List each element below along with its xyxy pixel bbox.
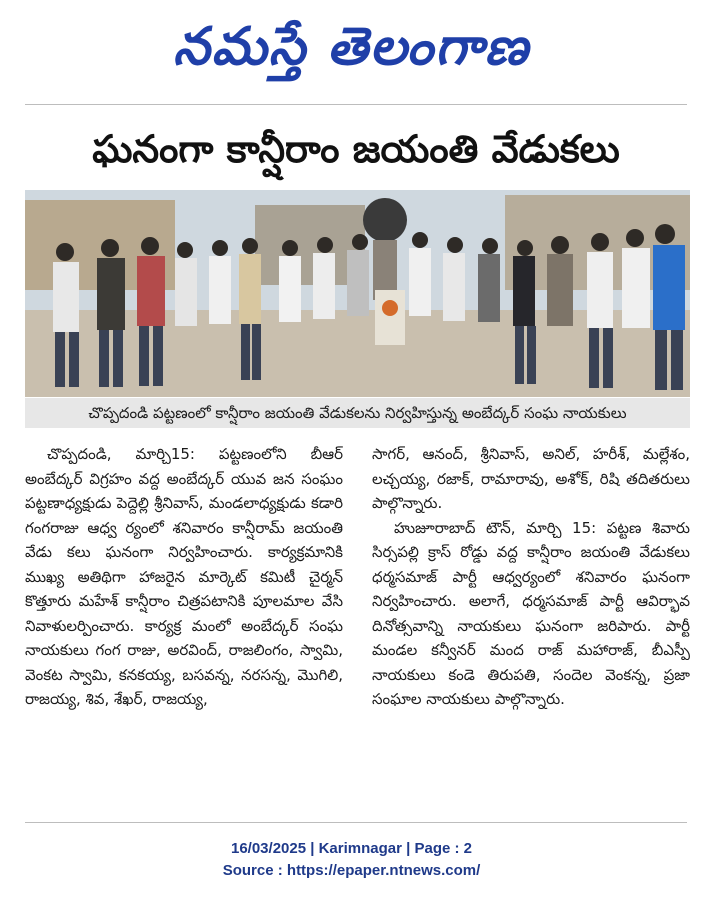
photo-caption: చొప్పదండి పట్టణంలో కాన్షీరాం జయంతి వేడుకలను నిర్వహిస్తున్న అంబేద్కర్ సంఘ నాయకులు [25, 398, 690, 428]
source-footer [0, 838, 703, 882]
article-paragraph: హుజూరాబాద్ టౌన్, మార్చి 15: పట్టణ శివారు సిర్సపల్లి క్రాస్ రోడ్డు వద్ద కాన్షీరాం జయంతి వేడుకలు ధర్మసమాజ్ పార్టీ ఆధ్వర్యంలో శనివారం ఘనంగా నిర్వహించారు. అలాగే, ధర్మసమాజ్ పార్టీ ఆవిర్భావ దినోత్సవాన్ని నాయకులు ఘనంగా జరిపారు. పార్టీ మండల కన్వీనర్ మంద రాజ్ మహారాజ్, బీఎస్పీ నాయకులు కండె తిరుపతి, సందెల వెంకన్న, ప్రజా సంఘాల నాయకులు పాల్గొన్నారు. [372, 518, 690, 708]
article-column-right [372, 442, 690, 712]
newspaper-logo: నమస్తే తెలంగాణ [173, 16, 530, 77]
divider [25, 104, 687, 105]
crowd-photo-illustration [25, 190, 690, 397]
article-paragraph: సాగర్, ఆనంద్, శ్రీనివాస్, అనిల్, హరీశ్, మల్లేశం, లచ్చయ్య, రజాక్, రామారావు, అశోక్, రిషి తదితరులు పాల్గొన్నారు. [372, 445, 690, 512]
source-link[interactable]: Source : https://epaper.ntnews.com/ [222, 862, 481, 879]
divider [25, 822, 687, 823]
masthead [0, 0, 703, 95]
news-photo [25, 190, 690, 397]
edition-info: 16/03/2025 | Karimnagar | Page : 2 [230, 840, 473, 857]
article-column-left [25, 442, 343, 712]
article-headline: ఘనంగా కాన్షీరాం జయంతి వేడుకలు [92, 127, 620, 171]
article-paragraph: చొప్పదండి, మార్చి15: పట్టణంలోని బీఆర్ అంబేద్కర్ విగ్రహం వద్ద అంబేద్కర్ యువ జన సంఘం పట్టణాధ్యక్షుడు పెద్దెల్లి శ్రీనివాస్, మండలాధ్యక్షుడు కడారి గంగరాజు ఆధ్వ ర్యంలో శనివారం కాన్షీరామ్ జయంతి వేడు కలు ఘనంగా నిర్వహించారు. కార్యక్రమానికి ముఖ్య అతిథిగా హాజరైన మార్కెట్ కమిటీ చైర్మన్ కొత్తూరు మహేశ్ కాన్షీరాం చిత్రపటానికి పూలమాల వేసి నివాళులర్పించారు. కార్యక్ర మంలో అంబేద్కర్ సంఘ నాయకులు గంగ రాజు, అరవింద్, రాజలింగం, స్వామి, వెంకట స్వామి, కనకయ్య, బసవన్న, నరసన్న, మొగిలి, రాజయ్య, శివ, శేఖర్, రాజయ్య, [25, 445, 343, 708]
